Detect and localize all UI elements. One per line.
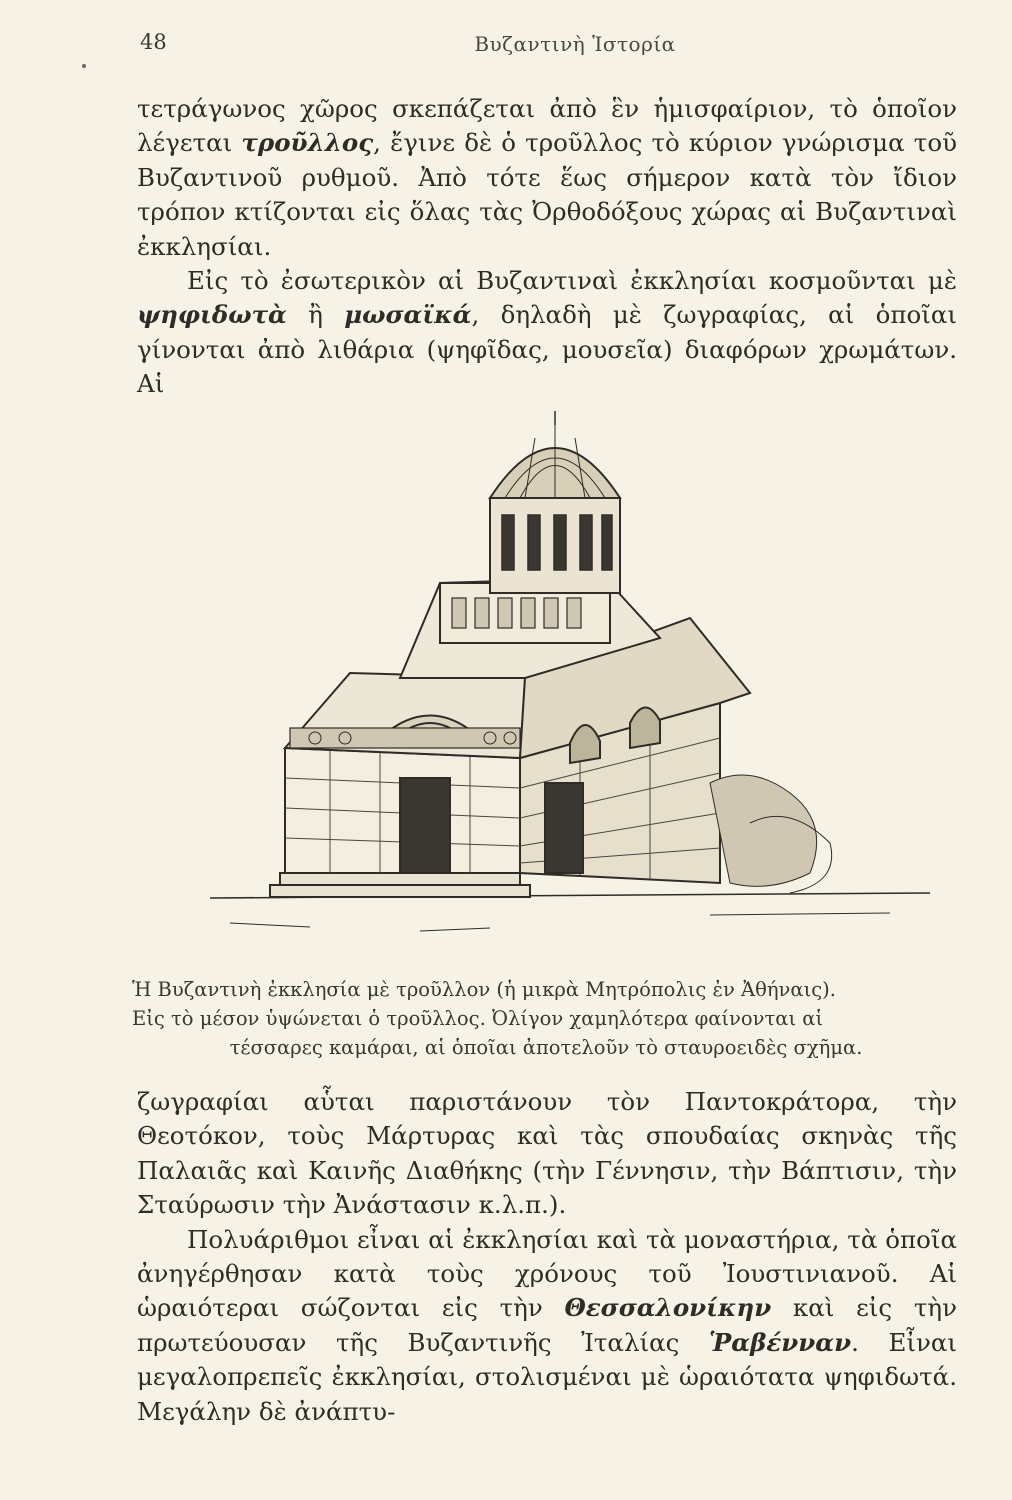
- paragraph: Πολυάριθμοι εἶναι αἱ ἐκκλησίαι καὶ τὰ μοναστήρια, τὰ ὁποῖα ἀνηγέρθησαν κατὰ τοὺς χρόνους τοῦ Ἰουστινιανοῦ. Αἱ ὡραιότεραι σώζονται εἰς τὴν Θεσσαλονίκην καὶ εἰς τὴν πρωτεύουσαν τῆς Βυζαντινῆς Ἰταλίας Ῥαβένναν. Εἶναι μεγαλοπρεπεῖς ἐκκλησίαι, στολισμέναι μὲ ὡραιότατα ψηφιδωτά. Μεγάλην δὲ ἀνάπτυ-: [137, 1224, 957, 1426]
- emphasized-term: ψηφιδωτὰ: [137, 300, 287, 330]
- running-head: Βυζαντινὴ Ἱστορία: [474, 32, 676, 56]
- emphasized-term: Θεσσαλονίκην: [564, 1293, 772, 1323]
- caption-line: Ἡ Βυζαντινὴ ἐκκλησία μὲ τροῦλλον (ἡ μικρὰ Μητρόπολις ἐν Ἀθήναις).: [132, 978, 836, 1001]
- emphasized-term: μωσαϊκά: [344, 300, 472, 330]
- emphasized-term: Ῥαβένναν: [708, 1327, 852, 1357]
- body-text-top: [137, 92, 957, 402]
- paragraph: ζωγραφίαι αὗται παριστάνουν τὸν Παντοκράτορα, τὴν Θεοτόκον, τοὺς Μάρτυρας καὶ τὰς σπουδαίας σκηνὰς τῆς Παλαιᾶς καὶ Καινῆς Διαθήκης (τὴν Γέννησιν, τὴν Βάπτισιν, τὴν Σταύρωσιν τὴν Ἀνάστασιν κ.λ.π.).: [137, 1087, 957, 1220]
- paragraph: τετράγωνος χῶρος σκεπάζεται ἀπὸ ἓν ἡμισφαίριον, τὸ ὁποῖον λέγεται τροῦλλος, ἔγινε δὲ ὁ τροῦλλος τὸ κύριον γνώρισμα τοῦ Βυζαντινοῦ ρυθμοῦ. Ἀπὸ τότε ἕως σήμερον κατὰ τὸν ἴδιον τρόπον κτίζονται εἰς ὅλας τὰς Ὀρθοδόξους χώρας αἱ Βυζαντιναὶ ἐκκλησίαι.: [137, 94, 957, 261]
- emphasized-term: τροῦλλος: [241, 128, 374, 158]
- figure-caption: [132, 975, 960, 1062]
- page-header: [140, 30, 932, 64]
- caption-line: Εἰς τὸ μέσον ὑψώνεται ὁ τροῦλλος. Ὀλίγον χαμηλότερα φαίνονται αἱ: [132, 1007, 824, 1030]
- caption-line: τέσσαρες καμάραι, αἱ ὁποῖαι ἀποτελοῦν τὸ σταυροειδὲς σχῆμα.: [229, 1036, 863, 1059]
- body-text-bottom: [137, 1085, 957, 1429]
- margin-dot: [82, 64, 86, 68]
- paragraph: Εἰς τὸ ἐσωτερικὸν αἱ Βυζαντιναὶ ἐκκλησίαι κοσμοῦνται μὲ ψηφιδωτὰ ἢ μωσαϊκά, δηλαδὴ μὲ ζωγραφίας, αἱ ὁποῖαι γίνονται ἀπὸ λιθάρια (ψηφῖδας, μουσεῖα) διαφόρων χρωμάτων. Αἱ: [137, 266, 957, 399]
- page-number: 48: [140, 30, 167, 54]
- church-illustration: [190, 403, 950, 963]
- byzantine-church-drawing: [190, 403, 950, 963]
